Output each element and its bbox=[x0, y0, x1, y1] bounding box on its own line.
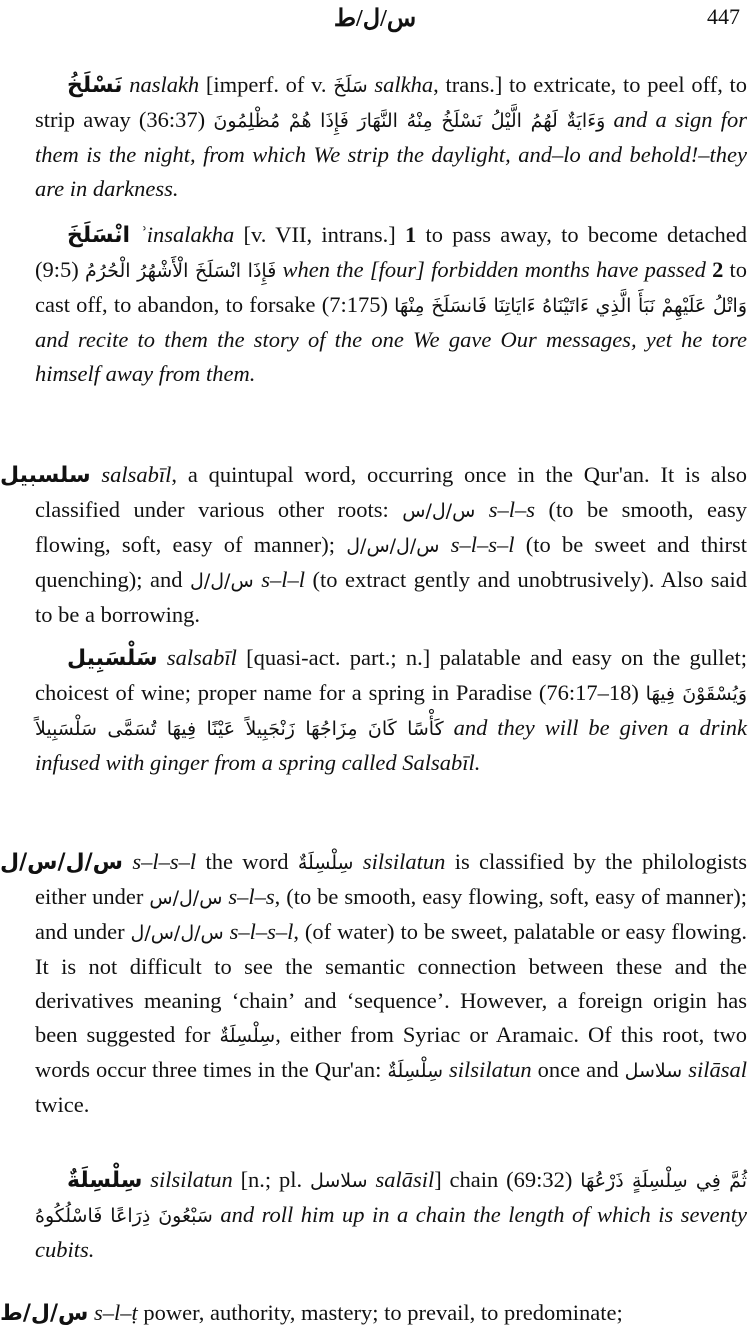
root-entry-salsabil bbox=[0, 458, 747, 632]
entry-headword: سِلْسِلَةٌ bbox=[67, 1168, 143, 1193]
entry-headword: سلسبيل bbox=[0, 463, 91, 488]
body-text: [quasi-act. part.; n.] palatable and easy on the gullet; choicest of wine; proper name for a spring in Paradise (76:17–18) bbox=[35, 645, 747, 705]
body-text: ] chain (69:32) bbox=[434, 1167, 581, 1192]
body-text: , either from Syriac or Aramaic. Of this root, two words occur three times in the Qur'an: bbox=[35, 1022, 747, 1082]
body-text: power, authority, mastery; to prevail, to predominate; bbox=[137, 1300, 623, 1325]
body-text: , (to be smooth, easy flowing, soft, easy of manner); and under bbox=[35, 884, 747, 944]
italic-text: ʾinsalakha bbox=[139, 222, 235, 247]
entry-headword: نَسْلَخُ bbox=[67, 73, 123, 98]
entry-silsilatun bbox=[35, 1163, 747, 1267]
body-text: , trans.] to extricate, to peel off, to strip away (36:37) bbox=[35, 72, 748, 132]
body-text: [imperf. of v. bbox=[199, 72, 334, 97]
sense-number: 2 bbox=[712, 257, 724, 282]
body-text bbox=[158, 645, 167, 670]
running-head bbox=[0, 4, 750, 34]
arabic-text: وَيُسْقَوْنَ فِيهَا كَأْسًا كَانَ مِزَاجُهَا زَنْجَبِيلاً عَيْنًا فِيهَا تُسَمَّى سَلْسَبِيلاً bbox=[35, 683, 748, 740]
italic-text: and they will be given a drink infused with ginger from a spring called Salsabīl. bbox=[35, 715, 747, 775]
body-text: to cast off, to abandon, to forsake (7:175) bbox=[35, 257, 748, 317]
italic-text: and roll him up in a chain the length of which is seventy cubits. bbox=[35, 1202, 748, 1262]
body-text: (to extract gently and unobtrusively). Also said to be a borrowing. bbox=[35, 567, 747, 627]
italic-text: silsilatun bbox=[362, 849, 446, 874]
arabic-text: س/ل/س bbox=[149, 887, 223, 909]
entry-insalakha bbox=[35, 218, 747, 391]
body-text bbox=[130, 222, 139, 247]
entry-body bbox=[35, 1167, 747, 1262]
italic-text: salāsil bbox=[375, 1167, 435, 1192]
body-text: twice. bbox=[35, 1092, 90, 1117]
italic-text: s–l–s–l bbox=[450, 532, 515, 557]
entry-body bbox=[35, 849, 747, 1117]
body-text: once and bbox=[531, 1057, 625, 1082]
body-text bbox=[444, 715, 454, 740]
running-root: س/ل/ط bbox=[333, 6, 417, 32]
sense-number: 1 bbox=[404, 222, 417, 247]
italic-text: when the [four] forbidden months have passed bbox=[282, 257, 706, 282]
italic-text: and a sign for them is the night, from which We strip the daylight, and–lo and behold!–they are in darkness. bbox=[35, 107, 748, 201]
arabic-text: سِلْسِلَةٌ bbox=[387, 1060, 444, 1082]
entry-headword: س/ل/س/ل bbox=[0, 850, 123, 875]
entry-body bbox=[35, 222, 747, 386]
arabic-text: وَاتْلُ عَلَيْهِمْ نَبَأَ الَّذِي ءَاتَيْنَاهُ ءَايَاتِنَا فَانسَلَخَ مِنْهَا bbox=[394, 295, 747, 317]
body-text: (to be sweet and thirst quenching); and bbox=[35, 532, 747, 592]
body-text bbox=[142, 1167, 150, 1192]
arabic-text: سلاسل bbox=[624, 1060, 683, 1082]
italic-text: naslakh bbox=[129, 72, 200, 97]
italic-text: salsabīl bbox=[101, 462, 172, 487]
italic-text: s–l–s bbox=[488, 497, 536, 522]
arabic-text: ثُمَّ فِي سِلْسِلَةٍ ذَرْعُهَا سَبْعُونَ ذِرَاعًا فَاسْلُكُوهُ bbox=[35, 1170, 748, 1227]
body-text bbox=[439, 532, 450, 557]
body-text: the word bbox=[196, 849, 298, 874]
page-number: 447 bbox=[707, 4, 740, 29]
italic-text: and recite to them the story of the one We gave Our messages, yet he tore himself away from them. bbox=[35, 327, 747, 386]
entry-body bbox=[88, 1300, 622, 1325]
arabic-text: س/ل/س/ل bbox=[130, 922, 224, 944]
arabic-text: س/ل/س/ل bbox=[346, 535, 440, 557]
entry-naslakh bbox=[35, 68, 747, 206]
body-text bbox=[605, 107, 613, 132]
entry-salsabil bbox=[35, 641, 747, 780]
italic-text: silāsal bbox=[688, 1057, 748, 1082]
body-text bbox=[353, 849, 362, 874]
body-text: (to be smooth, easy flowing, soft, easy of manner); bbox=[35, 497, 748, 557]
italic-text: s–l–ṭ bbox=[94, 1300, 138, 1325]
entry-body bbox=[35, 72, 747, 201]
arabic-text: س/ل/س bbox=[402, 500, 476, 522]
entry-headword: سَلْسَبِيل bbox=[67, 646, 158, 671]
italic-text: s–l–s–l bbox=[229, 919, 294, 944]
arabic-text: سلاسل bbox=[310, 1170, 368, 1192]
body-text: , (of water) to be sweet, palatable or easy flowing. It is not difficult to see the semantic connection between these and the derivatives meaning ‘chain’ and ‘sequence’. However, a foreign origin has been suggested for bbox=[35, 919, 748, 1047]
body-text: to pass away, to become detached (9:5) bbox=[35, 222, 748, 282]
italic-text: s–l–s bbox=[228, 884, 275, 909]
arabic-text: سِلْسِلَةٌ bbox=[297, 852, 354, 874]
body-text: is classified by the philologists either under bbox=[35, 849, 748, 909]
entry-headword: انْسَلَخَ bbox=[67, 223, 131, 248]
arabic-text: وَءَايَةٌ لَهُمُ الَّيْلُ نَسْلَخُ مِنْهُ النَّهَارَ فَإِذَا هُمْ مُظْلِمُونَ bbox=[213, 110, 606, 132]
italic-text: silsilatun bbox=[150, 1167, 233, 1192]
italic-text: salkha bbox=[374, 72, 434, 97]
italic-text: s–l–l bbox=[261, 567, 305, 592]
body-text bbox=[123, 849, 132, 874]
arabic-text: سَلَخَ bbox=[333, 75, 368, 97]
entry-headword: س/ل/ط bbox=[0, 1301, 89, 1326]
body-text bbox=[475, 497, 488, 522]
body-text bbox=[91, 462, 102, 487]
body-text: [v. VII, intrans.] bbox=[234, 222, 405, 247]
italic-text: salsabīl bbox=[166, 645, 237, 670]
root-entry-slsl bbox=[0, 845, 747, 1122]
arabic-text: فَإِذَا انْسَلَخَ الْأَشْهُرُ الْحُرُمُ bbox=[84, 260, 277, 282]
arabic-text: سِلْسِلَةٌ bbox=[219, 1025, 276, 1047]
entry-body bbox=[35, 462, 747, 627]
body-text: [n.; pl. bbox=[232, 1167, 310, 1192]
italic-text: silsilatun bbox=[449, 1057, 532, 1082]
body-text: , a quintupal word, occurring once in the Qur'an. It is also classified under various other roots: bbox=[35, 462, 748, 522]
italic-text: s–l–s–l bbox=[132, 849, 197, 874]
root-entry-slt bbox=[0, 1296, 747, 1331]
arabic-text: س/ل/ل bbox=[190, 570, 254, 592]
